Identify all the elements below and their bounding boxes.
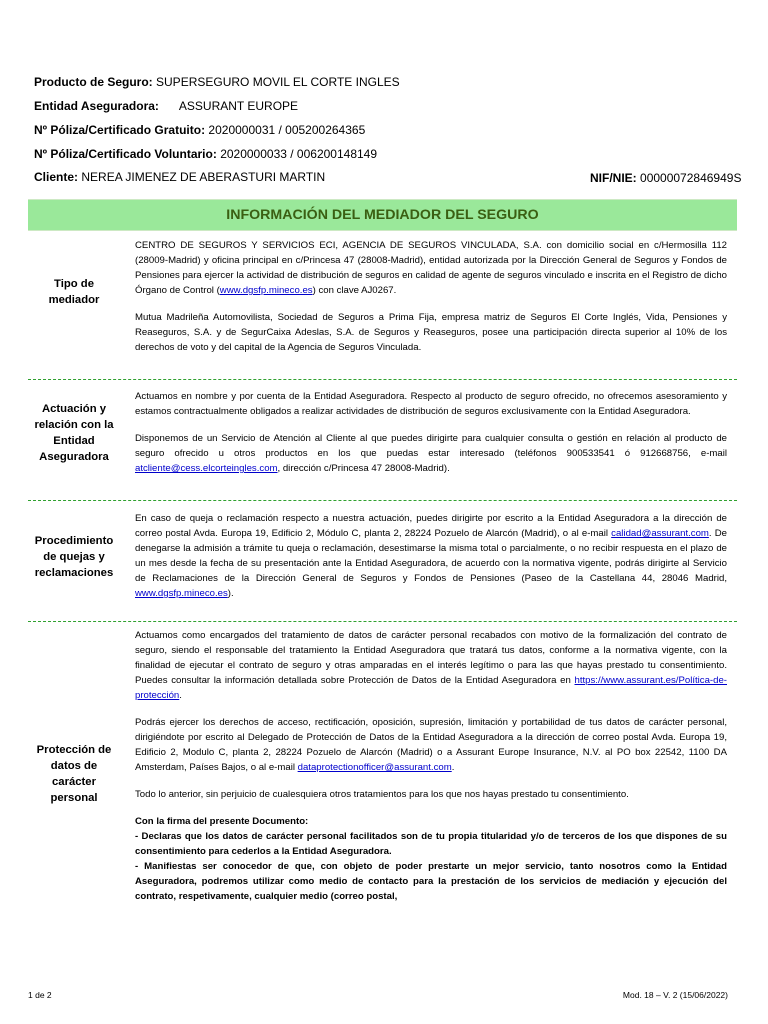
dpo-email-link[interactable]: dataprotectionofficer@assurant.com xyxy=(297,762,452,773)
voluntario-value: 2020000033 / 006200148149 xyxy=(220,147,378,161)
page-number: 1 de 2 xyxy=(28,990,52,1000)
mediador-banner-title: INFORMACIÓN DEL MEDIADOR DEL SEGURO xyxy=(28,199,737,231)
tipo-p2: Mutua Madrileña Automovilista, Sociedad de Seguros a Prima Fija, empresa matriz de Seguros El Corte Inglés, Vida, Pensiones y Reaseguros, S.A. y de SegurCaixa Adeslas, S.A. de Seguros y Reaseguros, posee una participación directa superior al 10% de los derechos de voto y del capital de la Agencia de Seguros Vinculada. xyxy=(135,312,727,353)
actuacion-text xyxy=(135,389,727,488)
gratuito-label: Nº Póliza/Certificado Gratuito: xyxy=(34,123,206,137)
entidad-label: Entidad Aseguradora: xyxy=(34,99,159,113)
firma-title: Con la firma del presente Documento: xyxy=(135,816,309,827)
divider xyxy=(28,621,737,622)
dgsfp-link-2[interactable]: www.dgsfp.mineco.es xyxy=(135,588,228,599)
tipo-label: Tipo de mediador xyxy=(48,278,100,306)
quejas-p1a: En caso de queja o reclamación respecto a nuestra actuación, puedes dirigirte por escrito a la Entidad Aseguradora a la dirección de correo postal Avda. Europa 19, Edificio 2, Módulo C, planta 2, 28224 Pozuelo de Alarcón (Madrid), o al e-mail xyxy=(135,513,727,539)
tipo-p1a: CENTRO DE SEGUROS Y SERVICIOS ECI, AGENCIA DE SEGUROS VINCULADA, S.A. con domicilio social en c/Hermosilla 112 (28009-Madrid) y oficina principal en c/Princesa 47 (28008-Madrid), entidad autorizada por la Dirección General de Seguros y Fondos de Pensiones para ejercer la actividad de distribución de seguros en calidad de agente de seguros vinculado e inscrita en el Registro de dicho Órgano de Control ( xyxy=(135,240,727,296)
datos-text xyxy=(135,628,727,904)
nif-row xyxy=(590,171,741,185)
firma-item-2: - Manifiestas ser conocedor de que, con objeto de poder prestarte un mejor servicio, tanto nosotros como la Entidad Aseguradora, podremos utilizar como medio de contacto para la prestación de los servicios de mediación y ejecución del contrato, respetivamente, cualquier medio (correo postal, xyxy=(135,861,727,902)
entidad-row xyxy=(34,99,298,113)
quejas-text xyxy=(135,511,727,613)
actuacion-p1: Actuamos en nombre y por cuenta de la Entidad Aseguradora. Respecto al producto de seguro ofrecido, no ofrecemos asesoramiento y estamos contractualmente obligados a realizar actividades de distribución de seguros exclusivamente con la Entidad Aseguradora. xyxy=(135,391,727,417)
datos-p1a: Actuamos como encargados del tratamiento de datos de carácter personal recabados con motivo de la formalización del contrato de seguro, siendo el responsable del tratamiento la Entidad Aseguradora que tratará tus datos, conforme a la normativa vigente, con la finalidad de ejecutar el contrato de seguro y otras amparadas en el interés legítimo o para las que hayas prestado tu consentimiento. Puedes consultar la información detallada sobre Protección de Datos de la Entidad Aseguradora en xyxy=(135,630,727,686)
datos-p2a: Podrás ejercer los derechos de acceso, rectificación, oposición, supresión, limitación y portabilidad de tus datos de carácter personal, dirigiéndote por escrito al Delegado de Protección de Datos de la Entidad Aseguradora a la dirección de correo postal Avda. Europa 19, Edificio 2, Modulo C, planta 2, 28224 Pozuelo de Alarcón (Madrid) o a Assurant Europe Insurance, N.V. al PO box 22542, 1100 DA Amsterdam, Países Bajos, o al e-mail xyxy=(135,717,727,773)
tipo-text xyxy=(135,238,727,367)
cliente-label: Cliente: xyxy=(34,170,79,184)
divider xyxy=(28,500,737,501)
gratuito-value: 2020000031 / 005200264365 xyxy=(208,123,366,137)
firma-block xyxy=(135,814,727,904)
voluntario-row xyxy=(34,147,377,161)
datos-p3: Todo lo anterior, sin perjuicio de cualesquiera otros tratamientos para los que nos hayas prestado tu consentimiento. xyxy=(135,789,629,800)
producto-value: SUPERSEGURO MOVIL EL CORTE INGLES xyxy=(156,75,400,89)
quejas-p1b: . De denegarse la admisión a trámite tu queja o reclamación, desestimarse la misma total o parcialmente, o no recibir respuesta en el plazo de un mes desde la fecha de su presentación ante la Entidad Aseguradora, de acuerdo con la normativa vigente, podrás dirigirte al Servicio de Reclamaciones de la Dirección General de Seguros y Fondos de Pensiones (Paseo de la Castellana 44, 28046 Madrid, xyxy=(135,528,727,584)
voluntario-label: Nº Póliza/Certificado Voluntario: xyxy=(34,147,217,161)
cliente-row xyxy=(34,170,325,184)
producto-label: Producto de Seguro: xyxy=(34,75,153,89)
calidad-email-link[interactable]: calidad@assurant.com xyxy=(611,528,709,539)
cliente-value: NEREA JIMENEZ DE ABERASTURI MARTIN xyxy=(81,170,326,184)
gratuito-row xyxy=(34,123,365,137)
tipo-p1b: ) con clave AJ0267. xyxy=(312,285,397,296)
atcliente-email-link[interactable]: atcliente@cess.elcorteingles.com xyxy=(135,463,278,474)
actuacion-p2a: Disponemos de un Servicio de Atención al Cliente al que puedes dirigirte para cualquier consulta o gestión en relación al producto de seguro ofrecido u otros productos en los que puedas estar interesado (teléfonos 900533541 ó 912668756, e-mail xyxy=(135,433,727,459)
firma-item-1: - Declaras que los datos de carácter personal facilitados son de tu propia titularidad y/o de terceros de los que dispones de su consentimiento para cederlos a la Entidad Aseguradora. xyxy=(135,831,727,857)
datos-p2b: . xyxy=(451,762,455,773)
quejas-p1c: ). xyxy=(227,588,234,599)
form-version: Mod. 18 – V. 2 (15/06/2022) xyxy=(622,990,728,1000)
dgsfp-link[interactable]: www.dgsfp.mineco.es xyxy=(219,285,313,296)
producto-row xyxy=(34,75,400,89)
nif-value: 00000072846949S xyxy=(640,171,742,185)
assurant-privacy-link[interactable]: https://www.assurant.es/Política-de-protección xyxy=(135,675,727,701)
entidad-value: ASSURANT EUROPE xyxy=(178,99,299,113)
datos-p1b: . xyxy=(179,690,182,701)
quejas-label: Procedimiento de quejas y reclamaciones xyxy=(34,535,114,579)
nif-label: NIF/NIE: xyxy=(590,171,637,185)
actuacion-label: Actuación y relación con la Entidad Aseguradora xyxy=(34,403,114,463)
actuacion-p2b: , dirección c/Princesa 47 28008-Madrid). xyxy=(277,463,450,474)
datos-label: Protección de datos de carácter personal xyxy=(36,744,112,804)
divider xyxy=(28,379,737,380)
